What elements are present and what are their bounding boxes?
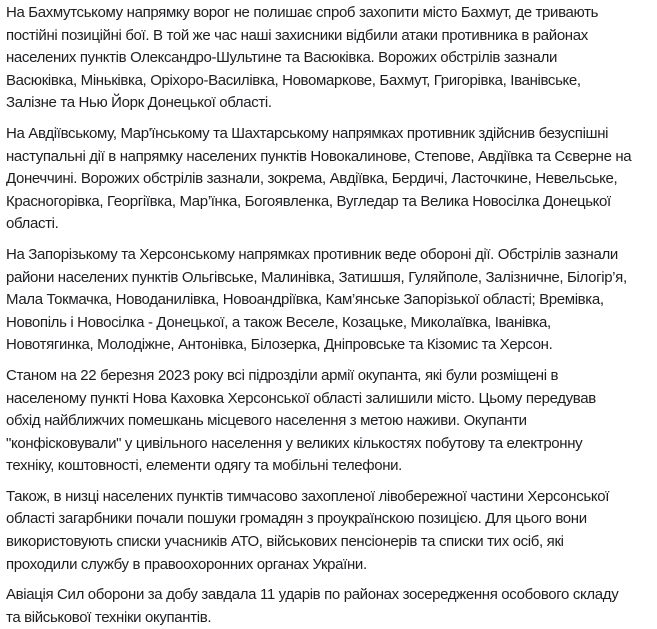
text-line: Новотягинка, Молодіжне, Антонівка, Білозерка, Дніпровське та Кізомис та Херсон. [6,336,553,354]
text-line: техніку, коштовності, елементи одягу та мобільні телефони. [6,457,402,475]
text-line: Станом на 22 березня 2023 року всі підрозділи армії окупанта, які були розміщені в [6,366,559,384]
text-line: Донеччині. Ворожих обстрілів зазнали, зокрема, Авдіївка, Бердичі, Ласточкине, Невельське, [6,170,618,188]
paragraph-left-bank [6,486,657,576]
text-line: населених пунктів Олександро-Шультине та Васюківка. Ворожих обстрілів зазнали [6,49,558,67]
text-line: постійні позиційні бої. В той же час наші захисники відбили атаки противника в районах [6,26,588,44]
text-line: райони населених пунктів Ольгівське, Малинівка, Затишшя, Гуляйполе, Залізничне, Білогір’я, [6,268,627,286]
text-line: наступальні дії в напрямку населених пунктів Новокалинове, Степове, Авдіївка та Сєверне на [6,147,632,165]
text-line: "конфісковували" у цивільного населення у великих кількостях побутову та електронну [6,434,583,452]
paragraph-aviation [6,584,657,629]
text-line: Мала Токмачка, Новоданилівка, Новоандріївка, Кам’янське Запорізької області; Времівка, [6,291,604,309]
text-line: області загарбники почали пошуки громадян з проукраїнскою позицією. Для цього вони [6,510,587,528]
text-line: та військової техніки окупантів. [6,608,212,626]
text-line: На Бахмутському напрямку ворог не полишає спроб захопити місто Бахмут, де тривають [6,4,599,21]
text-line: На Запорізькому та Херсонському напрямках противник веде оборoні дії. Обстрілів зазнали [6,245,618,263]
text-line: Васюківка, Міньківка, Оріхоро-Василівка, Новомаркове, Бахмут, Григорівка, Іванівське, [6,71,581,89]
text-line: використовують списки учасників АТО, військових пенсіонерів та списки тих осіб, які [6,533,564,551]
text-line: проходили службу в правоохоронних органах України. [6,555,367,573]
text-line: обхід найближчих помешкань місцевого населення з метою наживи. Окупанти [6,412,527,430]
text-line: Залізне та Нью Йорк Донецької області. [6,94,272,112]
text-line: Новопіль і Новосілка - Донецької, а також Веселе, Козацьке, Миколаївка, Іванівка, [6,313,551,331]
paragraph-nova-kakhovka [6,365,657,478]
text-line: Авіація Сил оборони за добу завдала 11 ударів по районах зосередження особового складу [6,586,619,604]
text-line: області. [6,215,59,233]
paragraph-avdiivka [6,123,657,236]
text-line: На Авдіївському, Мар'їнському та Шахтарському напрямках противник здійснив безуспішні [6,124,609,142]
text-line: населеному пункті Нова Каховка Херсонської області залишили місто. Цьому передував [6,389,596,407]
paragraph-bakhmut [6,2,657,115]
text-line: Красногорівка, Георгіївка, Мар’їнка, Богоявленка, Вугледар та Велика Новосілка Донецької [6,192,611,210]
text-line: Також, в низці населених пунктів тимчасово захопленої лівобережної частини Херсонської [6,487,610,505]
paragraph-zaporizhzhia-kherson [6,244,657,357]
